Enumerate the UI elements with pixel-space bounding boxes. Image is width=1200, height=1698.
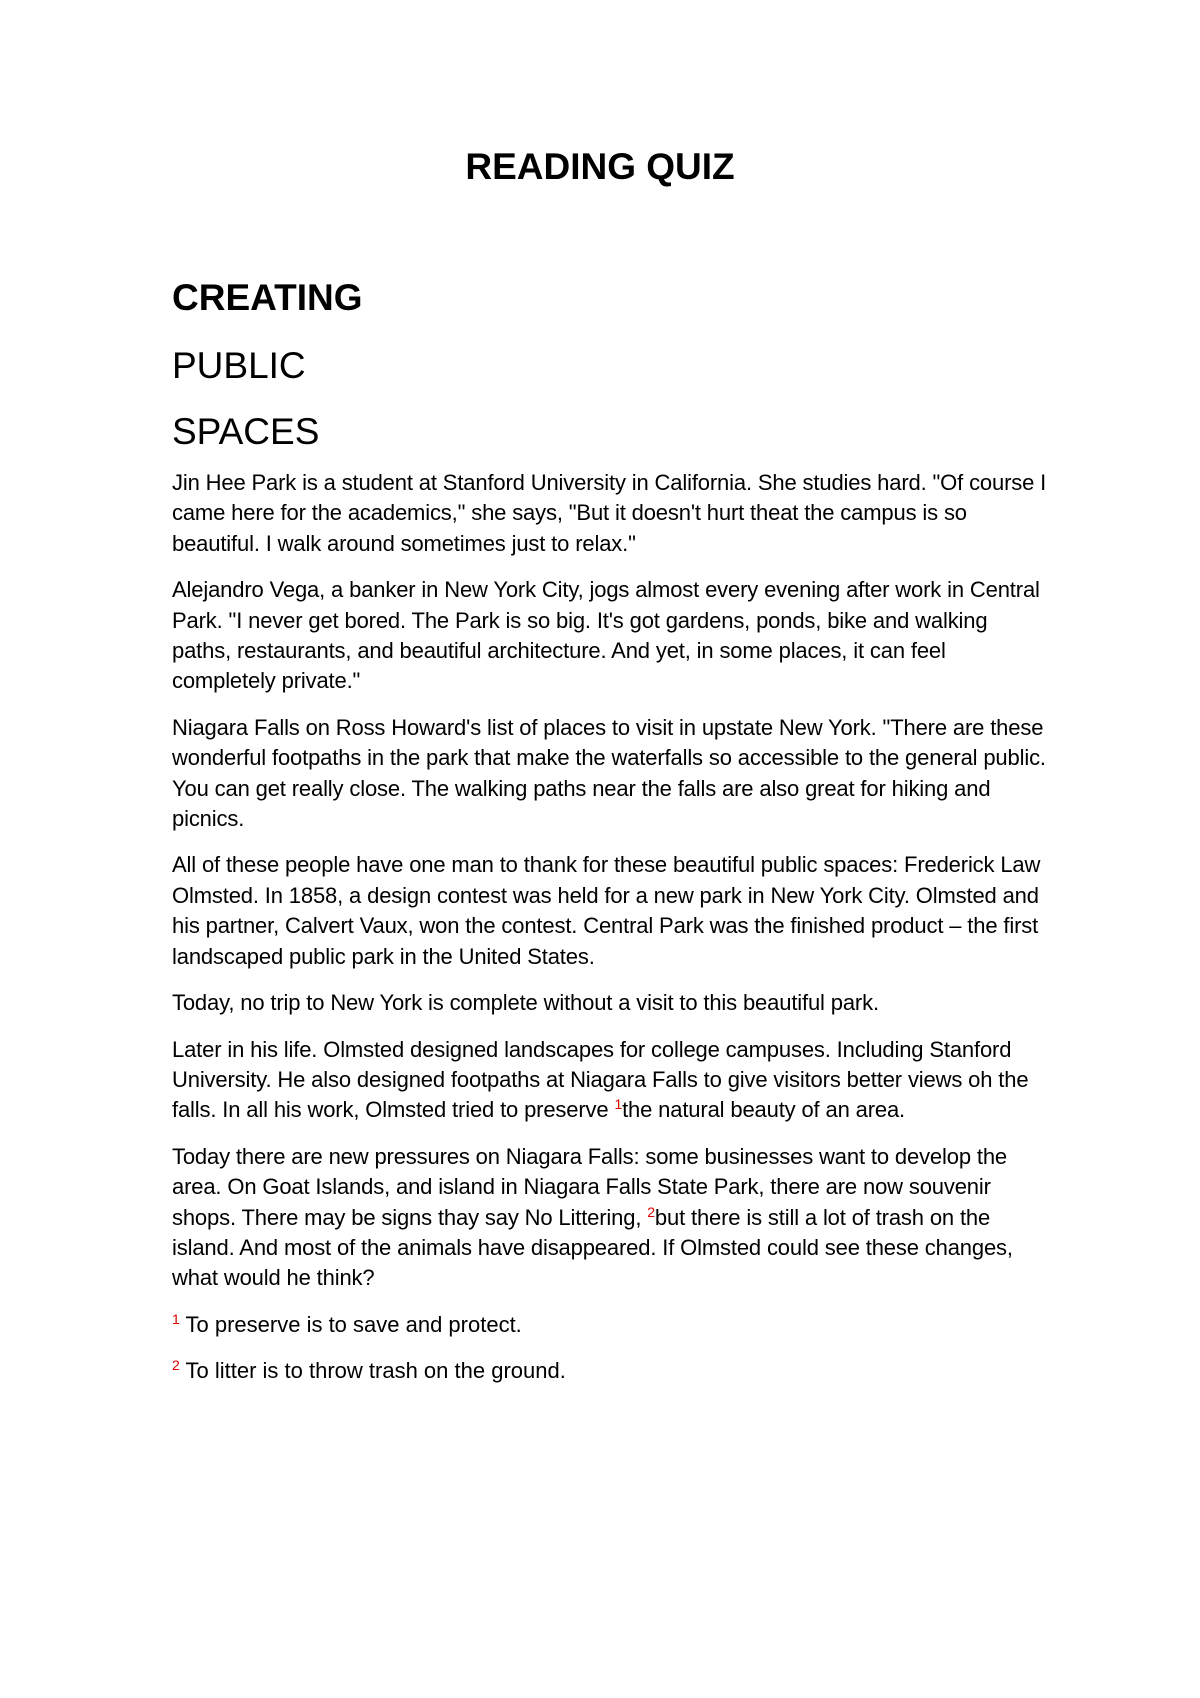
paragraph-7-text-after: but there is still a lot of trash on the island. And most of the animals have disappeared. If Olmsted could see these changes, what would he think? bbox=[172, 1204, 1013, 1291]
article-body bbox=[172, 276, 1052, 1403]
article-heading-line-3: SPACES bbox=[172, 411, 320, 452]
footnote-2 bbox=[172, 1356, 1052, 1386]
paragraph-2: Alejandro Vega, a banker in New York City, jogs almost every evening after work in Central Park. "I never get bored. The Park is so big. It's got gardens, ponds, bike and walking paths, restaurants, and beautiful architecture. And yet, in some places, it can feel completely private." bbox=[172, 577, 1040, 694]
footnote-2-text: To litter is to throw trash on the ground. bbox=[179, 1358, 566, 1384]
article-heading-line-2: PUBLIC bbox=[172, 345, 306, 386]
paragraph-6-text-before: Later in his life. Olmsted designed landscapes for college campuses. Including Stanford University. He also designed footpaths at Niagara Falls to give visitors better views oh the falls. In all his work, Olmsted tried to preserve bbox=[172, 1036, 1029, 1123]
footnote-1-text: To preserve is to save and protect. bbox=[179, 1311, 522, 1337]
paragraph-4: All of these people have one man to thank for these beautiful public spaces: Frederick Law Olmsted. In 1858, a design contest was held for a new park in New York City. Olmsted and his partner, Calvert Vaux, won the contest. Central Park was the finished product – the first landscaped public park in the United States. bbox=[172, 852, 1041, 969]
article-heading-line-1: CREATING bbox=[172, 277, 363, 318]
footnote-1-marker: 1 bbox=[172, 1310, 180, 1327]
paragraph-7 bbox=[172, 1142, 1052, 1294]
paragraph-3: Niagara Falls on Ross Howard's list of places to visit in upstate New York. "There are these wonderful footpaths in the park that make the waterfalls so accessible to the general public. You can get really close. The walking paths near the falls are also great for hiking and picnics. bbox=[172, 714, 1046, 832]
footnote-marker-2: 2 bbox=[647, 1203, 655, 1220]
footnote-marker-1: 1 bbox=[614, 1096, 623, 1113]
paragraph-7-text-before: Today there are new pressures on Niagara Falls: some businesses want to develop the area. On Goat Islands, and island in Niagara Falls State Park, there are now souvenir shops. There may be signs thay say No Littering, bbox=[172, 1143, 1008, 1230]
paragraph-6 bbox=[172, 1035, 1052, 1126]
paragraph-6-text-after: the natural beauty of an area. bbox=[622, 1097, 906, 1123]
footnote-2-marker: 2 bbox=[172, 1357, 180, 1374]
document-title: READING QUIZ bbox=[465, 146, 735, 187]
paragraph-1: Jin Hee Park is a student at Stanford University in California. She studies hard. "Of course I came here for the academics," she says, "But it doesn't hurt theat the campus is so beautiful. I walk around sometimes just to relax." bbox=[172, 470, 1047, 556]
paragraph-5: Today, no trip to New York is complete without a visit to this beautiful park. bbox=[172, 990, 879, 1016]
footnote-1 bbox=[172, 1310, 1052, 1340]
